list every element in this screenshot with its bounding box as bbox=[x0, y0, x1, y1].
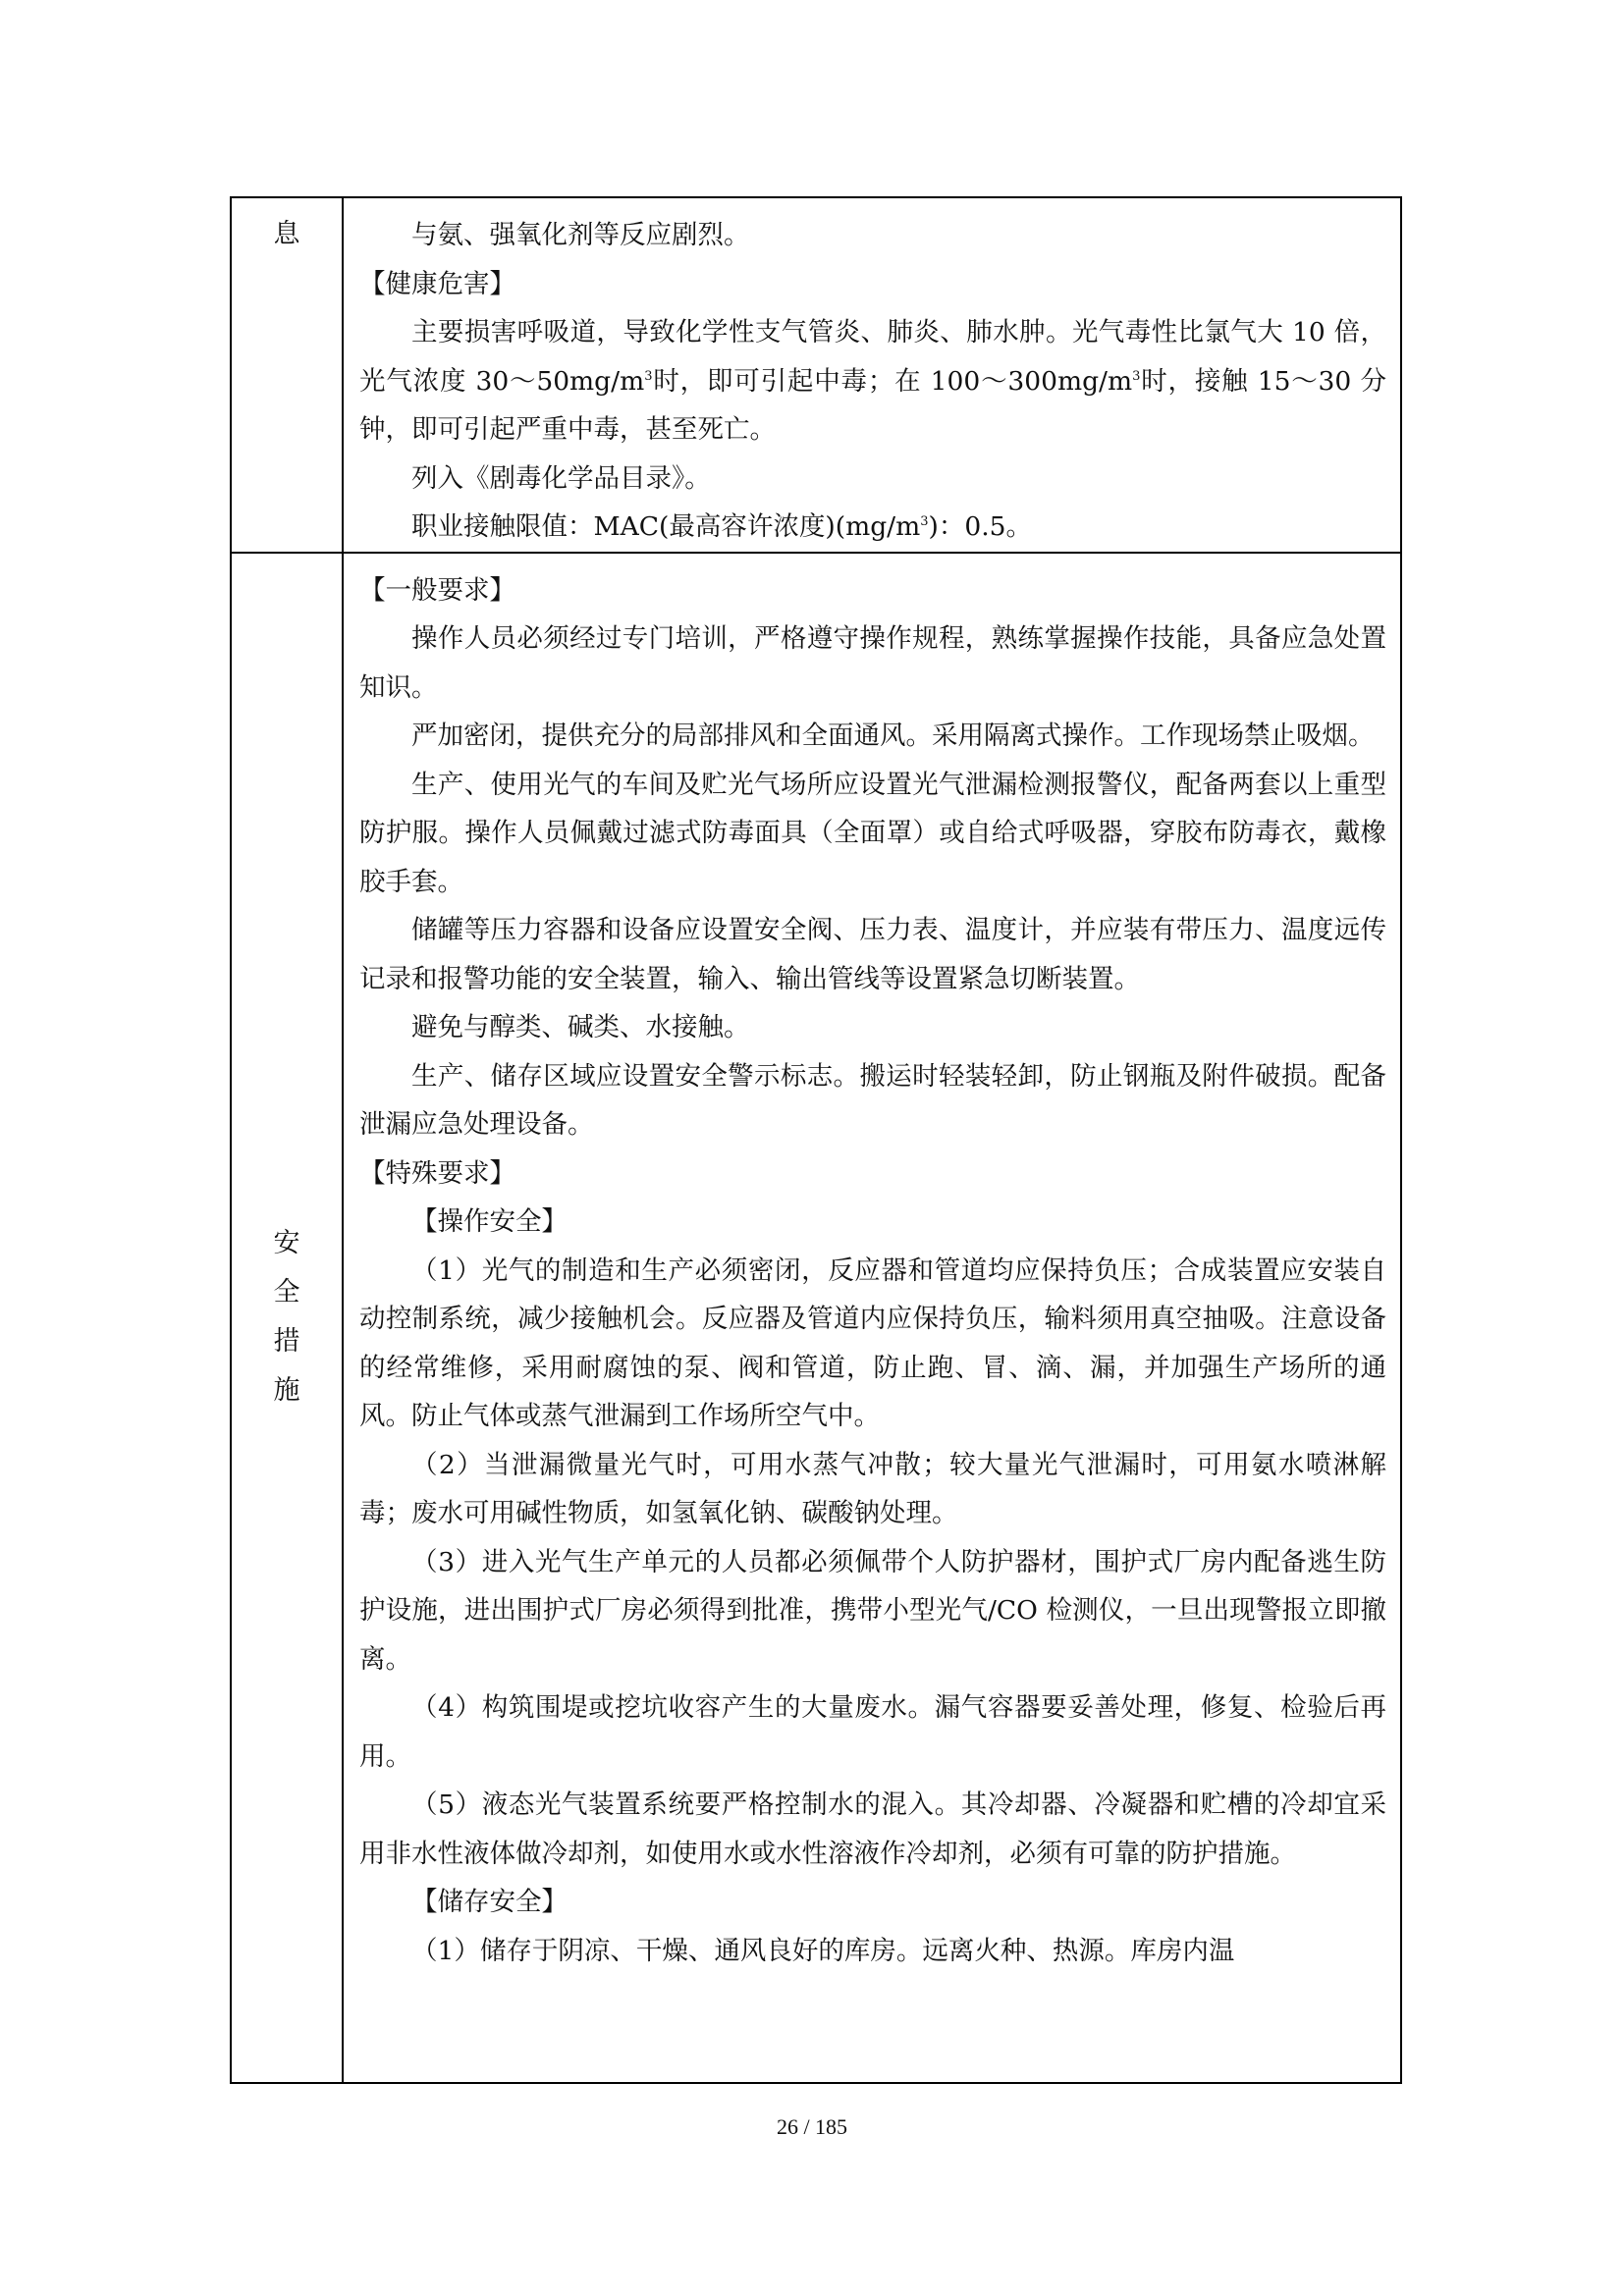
label-cell bbox=[231, 553, 343, 2083]
paragraph: 严加密闭，提供充分的局部排风和全面通风。采用隔离式操作。工作现场禁止吸烟。 bbox=[411, 721, 1375, 751]
paragraph: 【健康危害】 bbox=[359, 268, 515, 299]
paragraph: 主要损害呼吸道，导致化学性支气管炎、肺炎、肺水肿。光气毒性比氯气大 10 倍，光气浓度 $30\sim 50mg/m^3$时，即可引起中毒；在 $100\sim 300mg/m^3$时，接触 15～30 分钟，即可引起严重中毒，甚至死亡。 bbox=[359, 317, 1387, 445]
paragraph: （3）进入光气生产单元的人员都必须佩带个人防护器材，围护式厂房内配备逃生防护设施，进出围护式厂房必须得到批准，携带小型光气/CO 检测仪，一旦出现警报立即撤离。 bbox=[359, 1546, 1386, 1675]
content-cell bbox=[343, 197, 1401, 553]
paragraph: （5）液态光气装置系统要严格控制水的混入。其冷却器、冷凝器和贮槽的冷却宜采用非水性液体做冷却剂，如使用水或水性溶液作冷却剂，必须有可靠的防护措施。 bbox=[359, 1789, 1386, 1869]
table-row bbox=[231, 553, 1401, 2083]
paragraph: 避免与醇类、碱类、水接触。 bbox=[411, 1012, 750, 1042]
content-cell bbox=[343, 553, 1401, 2083]
paragraph: 【储存安全】 bbox=[411, 1887, 568, 1917]
safety-measures-label bbox=[232, 554, 342, 2082]
health-hazard-content bbox=[344, 198, 1400, 552]
paragraph: 【操作安全】 bbox=[411, 1206, 568, 1237]
paragraph: 列入《剧毒化学品目录》。 bbox=[411, 462, 711, 494]
label-char: 全 bbox=[273, 1277, 300, 1308]
paragraph: 生产、储存区域应设置安全警示标志。搬运时轻装轻卸，防止钢瓶及附件破损。配备泄漏应急处理设备。 bbox=[359, 1060, 1386, 1140]
label-char: 施 bbox=[273, 1375, 300, 1406]
label-char: 措 bbox=[273, 1326, 300, 1357]
page-number: 26 / 185 bbox=[776, 2114, 848, 2139]
row-label: 息 bbox=[273, 219, 300, 249]
table-row bbox=[231, 197, 1401, 553]
paragraph: （1）储存于阴凉、干燥、通风良好的库房。远离火种、热源。库房内温 bbox=[411, 1935, 1235, 1966]
paragraph: （1）光气的制造和生产必须密闭，反应器和管道均应保持负压；合成装置应安装自动控制系统，减少接触机会。反应器及管道内应保持负压，输料须用真空抽吸。注意设备的经常维修，采用耐腐蚀的泵、阀和管道，防止跑、冒、滴、漏，并加强生产场所的通风。防止气体或蒸气泄漏到工作场所空气中。 bbox=[359, 1255, 1386, 1431]
paragraph: 【一般要求】 bbox=[359, 574, 515, 606]
paragraph: （4）构筑围堤或挖坑收容产生的大量废水。漏气容器要妥善处理，修复、检验后再用。 bbox=[359, 1692, 1386, 1772]
paragraph: 【特殊要求】 bbox=[359, 1157, 515, 1189]
paragraph: （2）当泄漏微量光气时，可用水蒸气冲散；较大量光气泄漏时，可用氨水喷淋解毒；废水可用碱性物质，如氢氧化钠、碳酸钠处理。 bbox=[359, 1449, 1386, 1528]
safety-measures-content bbox=[344, 554, 1400, 1976]
paragraph: 生产、使用光气的车间及贮光气场所应设置光气泄漏检测报警仪，配备两套以上重型防护服。操作人员佩戴过滤式防毒面具（全面罩）或自给式呼吸器，穿胶布防毒衣，戴橡胶手套。 bbox=[359, 769, 1386, 897]
document-table bbox=[230, 196, 1402, 2084]
label-cell bbox=[231, 197, 343, 553]
label-char: 安 bbox=[273, 1228, 300, 1258]
paragraph: 操作人员必须经过专门培训，严格遵守操作规程，熟练掌握操作技能，具备应急处置知识。 bbox=[359, 623, 1386, 703]
paragraph: 与氨、强氧化剂等反应剧烈。 bbox=[411, 220, 750, 250]
paragraph: 职业接触限值：MAC(最高容许浓度)$(mg/m^3)$：0.5。 bbox=[411, 511, 1032, 542]
paragraph: 储罐等压力容器和设备应设置安全阀、压力表、温度计，并应装有带压力、温度远传记录和报警功能的安全装置，输入、输出管线等设置紧急切断装置。 bbox=[359, 915, 1386, 994]
